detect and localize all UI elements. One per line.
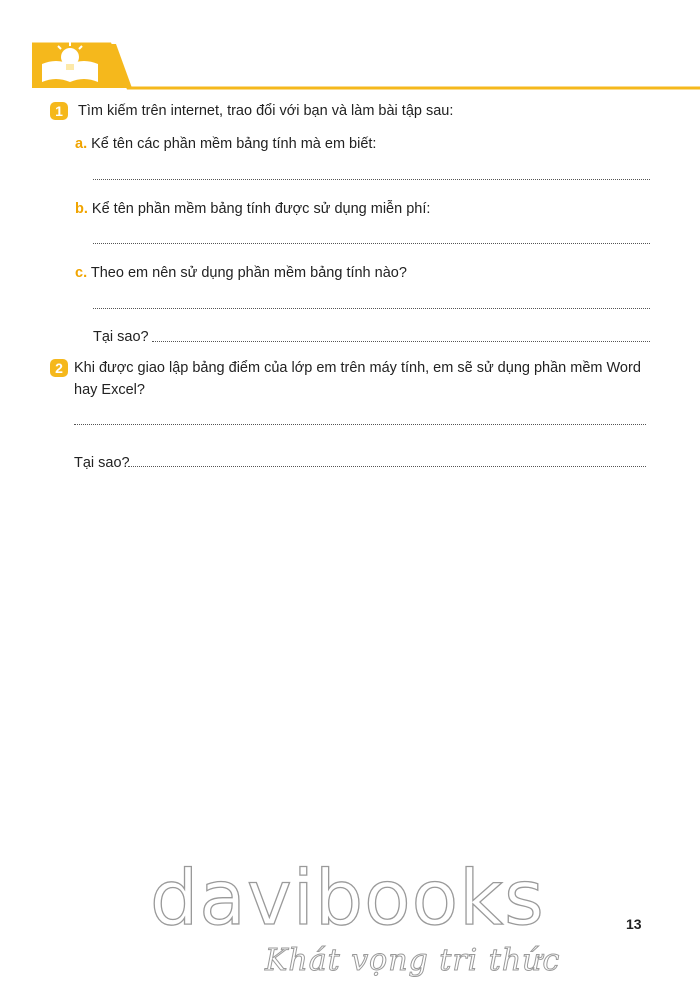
q1-c-letter: c.	[75, 265, 88, 281]
question-number-1: 1	[50, 102, 68, 120]
answer-line-q2[interactable]	[74, 424, 646, 425]
q1-c-text: Theo em nên sử dụng phần mềm bảng tính nào?	[90, 265, 407, 281]
answer-line-a[interactable]	[93, 179, 650, 180]
q1-a-letter: a.	[75, 136, 88, 152]
q1-why-label: Tại sao?	[93, 329, 149, 345]
section-header	[32, 40, 700, 92]
q2-why-label: Tại sao?	[74, 455, 130, 471]
question-2-line2: hay Excel?	[74, 382, 145, 398]
answer-line-b[interactable]	[93, 243, 650, 244]
q1-b-letter: b.	[75, 201, 88, 217]
q1-part-c	[75, 262, 407, 284]
answer-line-q2-why[interactable]	[128, 466, 646, 467]
answer-line-c-why[interactable]	[152, 341, 650, 342]
question-number-2: 2	[50, 359, 68, 377]
q1-part-b	[75, 198, 430, 220]
q1-part-a	[75, 133, 376, 155]
q1-a-text: Kể tên các phần mềm bảng tính mà em biết:	[91, 136, 377, 152]
answer-line-c[interactable]	[93, 308, 650, 309]
page-number: 13	[626, 916, 642, 932]
q1-b-text: Kể tên phần mềm bảng tính được sử dụng miễn phí:	[91, 201, 431, 217]
watermark-logo: davibooks	[150, 853, 545, 942]
header-graphic	[32, 40, 700, 92]
question-2-line1: Khi được giao lập bảng điểm của lớp em trên máy tính, em sẽ sử dụng phần mềm Word	[74, 360, 641, 376]
question-1-text: Tìm kiếm trên internet, trao đổi với bạn và làm bài tập sau:	[78, 103, 454, 119]
watermark-slogan: Khát vọng tri thức	[265, 943, 561, 978]
